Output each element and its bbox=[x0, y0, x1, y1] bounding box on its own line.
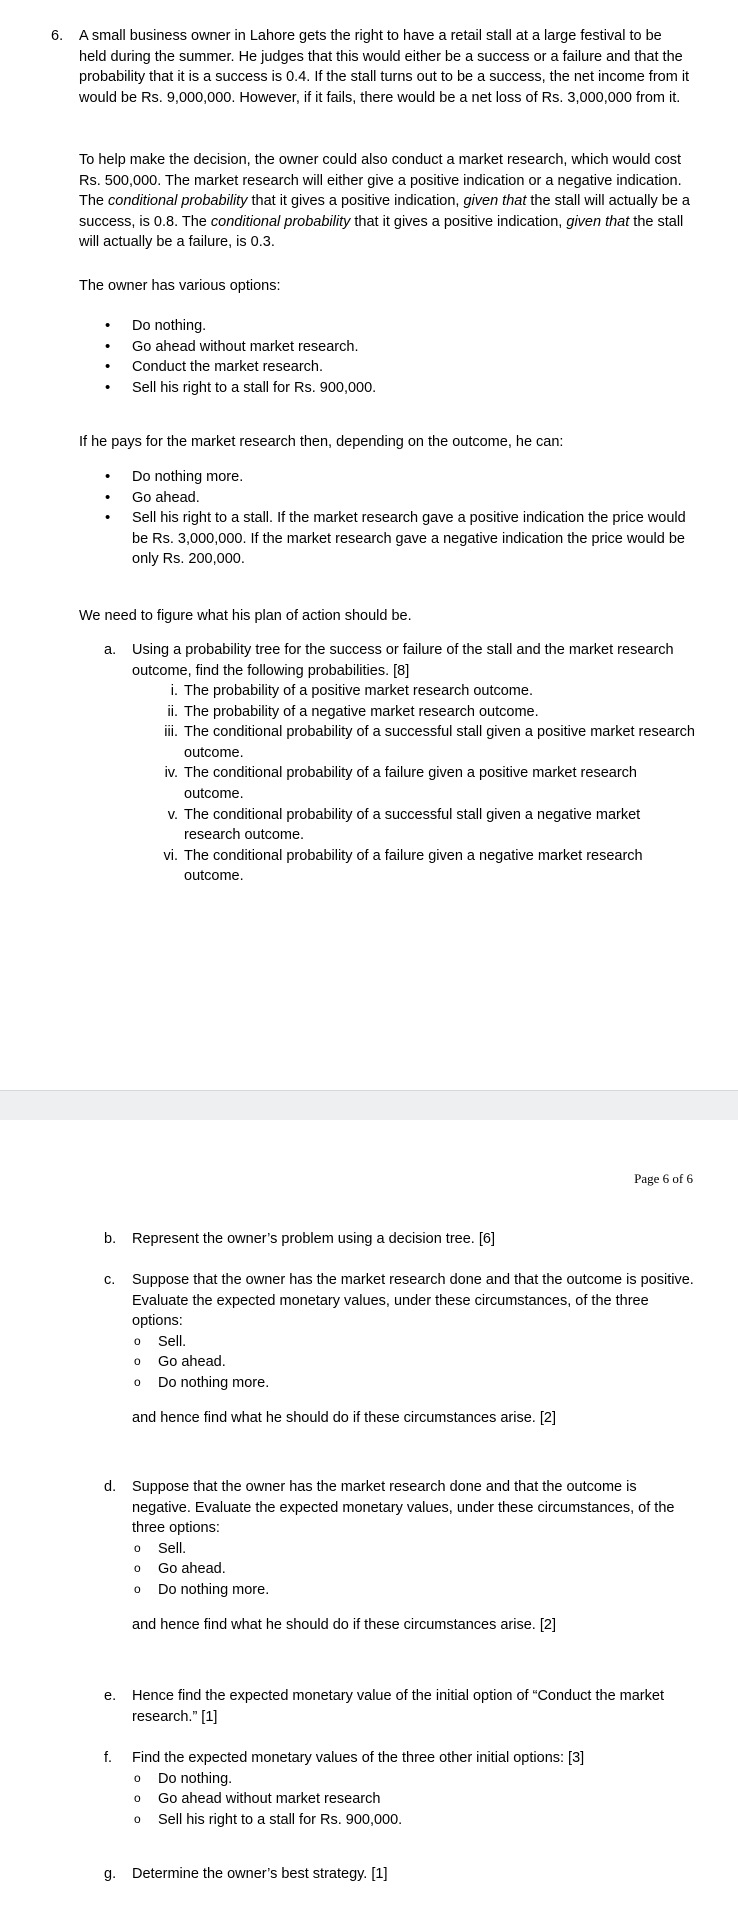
question-number: 6. bbox=[51, 28, 64, 44]
part-label: a. bbox=[104, 642, 117, 658]
document-page-2 bbox=[0, 1120, 738, 1920]
part-label: d. bbox=[104, 1479, 117, 1495]
part-text: Represent the owner’s problem using a decision tree. [6] bbox=[132, 1231, 495, 1247]
page-separator bbox=[0, 1090, 738, 1121]
part-text: Using a probability tree for the success or failure of the stall and the market research outcome, find the following probabilities. [8] bbox=[132, 642, 674, 679]
list-item: iv. The conditional probability of a failure given a positive market research outcome. bbox=[164, 765, 637, 802]
question-intro: A small business owner in Lahore gets the right to have a retail stall at a large festival to be held during the summer. He judges that this would either be a success or a failure and that the probability that it is a success is 0.4. If the stall turns out to be a success, the net income from it would be Rs. 9,000,000. However, if it fails, there would be a net loss of Rs. 3,000,000 from it. bbox=[79, 28, 690, 106]
list-item: o Do nothing more. bbox=[132, 1580, 694, 1601]
part-label: b. bbox=[104, 1231, 117, 1247]
page-number: Page 6 of 6 bbox=[634, 1171, 693, 1186]
options-list bbox=[132, 1539, 694, 1601]
options-list bbox=[104, 316, 694, 398]
part-f bbox=[104, 1748, 694, 1830]
part-label: g. bbox=[104, 1866, 117, 1882]
after-research-intro: If he pays for the market research then, depending on the outcome, he can: bbox=[79, 434, 564, 450]
research-paragraph: To help make the decision, the owner could also conduct a market research, which would cost Rs. 500,000. The market research will either give a positive indication or a negative indication. The conditional probability that it gives a positive indication, given that the stall will actually be a success, is 0.8. The conditional probability that it gives a positive indication, given that the stall will actually be a failure, is 0.3. bbox=[79, 152, 690, 251]
part-c bbox=[104, 1270, 694, 1428]
list-item: • Sell his right to a stall for Rs. 900,000. bbox=[104, 378, 694, 399]
part-text: Hence find the expected monetary value of the initial option of “Conduct the market research.” [1] bbox=[132, 1688, 664, 1725]
part-text: Suppose that the owner has the market research done and that the outcome is positive. Evaluate the expected monetary values, under these circumstances, of the three options: bbox=[132, 1272, 694, 1330]
part-e bbox=[104, 1686, 694, 1727]
list-item: • Do nothing. bbox=[104, 316, 694, 337]
list-item: • Sell his right to a stall. If the market research gave a positive indication the price would be Rs. 3,000,000. If the market research gave a negative indication the price would be only Rs. 200,000. bbox=[104, 508, 694, 570]
part-g bbox=[104, 1864, 694, 1885]
part-tail: and hence find what he should do if these circumstances arise. [2] bbox=[132, 1616, 556, 1633]
part-label: f. bbox=[104, 1750, 113, 1766]
list-item: o Do nothing. bbox=[132, 1769, 694, 1790]
options-list bbox=[132, 1332, 694, 1394]
part-text: Determine the owner’s best strategy. [1] bbox=[132, 1866, 388, 1882]
list-item: v. The conditional probability of a successful stall given a negative market research outcome. bbox=[167, 806, 641, 844]
list-item: o Sell. bbox=[132, 1539, 694, 1560]
part-b bbox=[104, 1229, 694, 1250]
part-a-items bbox=[156, 681, 696, 887]
list-item: • Conduct the market research. bbox=[104, 357, 694, 378]
list-item: i. The probability of a positive market research outcome. bbox=[170, 683, 533, 699]
list-item: o Do nothing more. bbox=[132, 1373, 694, 1394]
after-research-options bbox=[104, 467, 694, 570]
list-item: • Go ahead. bbox=[104, 488, 694, 509]
part-text: Find the expected monetary values of the three other initial options: [3] bbox=[132, 1750, 585, 1766]
list-item: iii. The conditional probability of a successful stall given a positive market research outcome. bbox=[164, 724, 695, 761]
list-item: o Go ahead. bbox=[132, 1352, 694, 1373]
list-item: ii. The probability of a negative market research outcome. bbox=[167, 703, 539, 720]
list-item: o Sell his right to a stall for Rs. 900,000. bbox=[132, 1810, 694, 1831]
list-item: • Do nothing more. bbox=[104, 467, 694, 488]
part-label: c. bbox=[104, 1272, 116, 1288]
part-a bbox=[104, 640, 694, 681]
part-text: Suppose that the owner has the market research done and that the outcome is negative. Evaluate the expected monetary values, under these circumstances, of the three options: bbox=[132, 1479, 675, 1537]
options-intro: The owner has various options: bbox=[79, 278, 281, 294]
list-item: • Go ahead without market research. bbox=[104, 337, 694, 358]
part-label: e. bbox=[104, 1688, 117, 1704]
part-tail: and hence find what he should do if these circumstances arise. [2] bbox=[132, 1409, 556, 1426]
question-6 bbox=[51, 26, 691, 108]
list-item: o Sell. bbox=[132, 1332, 694, 1353]
list-item: o Go ahead without market research bbox=[132, 1789, 694, 1810]
list-item: vi. The conditional probability of a failure given a negative market research outcome. bbox=[163, 847, 643, 885]
list-item: o Go ahead. bbox=[132, 1559, 694, 1580]
plan-intro: We need to figure what his plan of action should be. bbox=[79, 608, 412, 624]
part-d bbox=[104, 1477, 694, 1635]
options-list bbox=[132, 1769, 694, 1831]
